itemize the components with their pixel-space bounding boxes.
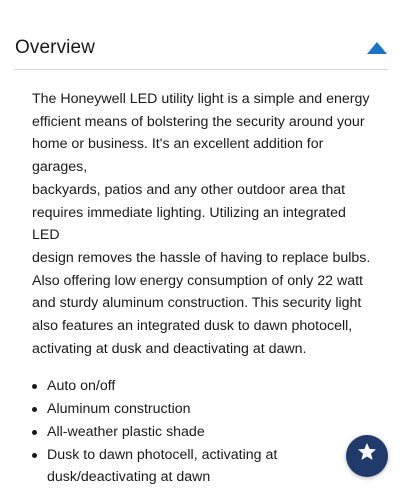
feature-item-auto-on-off: Auto on/off — [32, 375, 372, 398]
description-line: activating at dusk and deactivating at dawn. — [32, 340, 307, 357]
feature-list — [32, 375, 372, 489]
feature-line: Dusk to dawn photocell, activating at — [47, 446, 278, 463]
feature-item-all-weather-shade: All-weather plastic shade — [32, 421, 372, 444]
description-line: also features an integrated dusk to dawn photocell, — [32, 318, 353, 335]
description-line: home or business. It's an excellent addition for garages, — [32, 136, 324, 176]
triangle-up-icon[interactable] — [366, 40, 388, 56]
overview-content — [32, 88, 372, 489]
overview-title: Overview — [15, 37, 95, 58]
feature-line: dusk/deactivating at dawn — [47, 469, 211, 486]
description-line: requires immediate lighting. Utilizing an integrated LED — [32, 204, 346, 244]
feature-item-dusk-to-dawn — [32, 444, 372, 489]
overview-section-header[interactable] — [14, 30, 388, 70]
description-line: design removes the hassle of having to replace bulbs. — [32, 249, 371, 266]
description-line: Also offering low energy consumption of only 22 watt — [32, 272, 363, 289]
star-icon — [357, 442, 377, 462]
overview-description — [32, 88, 372, 360]
description-line: and sturdy aluminum construction. This security light — [32, 295, 362, 312]
description-line: efficient means of bolstering the security around your — [32, 113, 365, 130]
feature-item-aluminum-construction: Aluminum construction — [32, 398, 372, 421]
chat-button[interactable] — [346, 435, 388, 477]
description-line: backyards, patios and any other outdoor area that — [32, 181, 346, 198]
description-line: The Honeywell LED utility light is a simple and energy — [32, 91, 370, 107]
